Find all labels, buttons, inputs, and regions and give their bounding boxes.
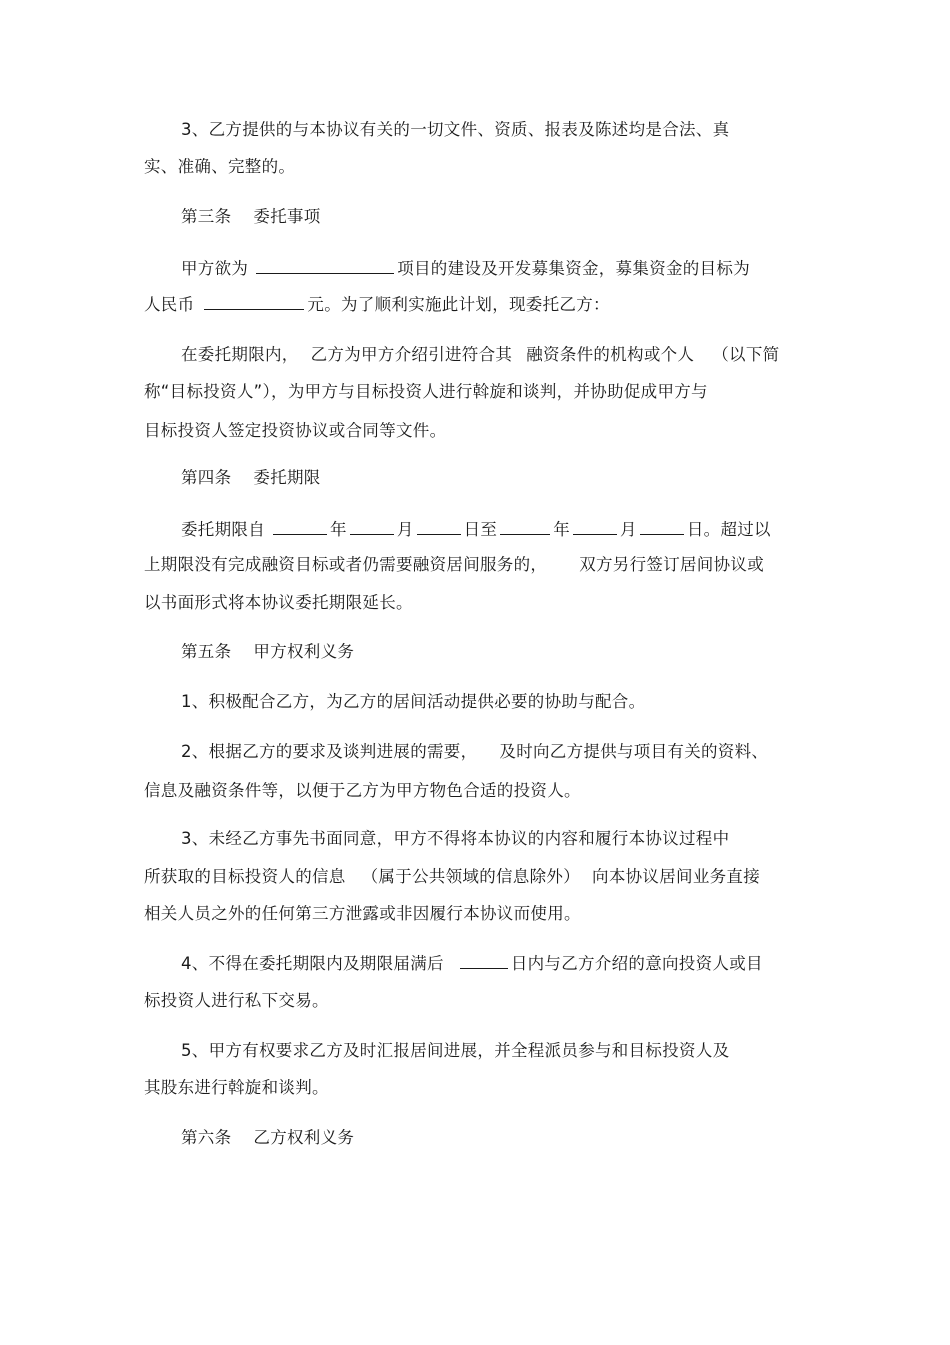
clause-3-item-line-2	[144, 156, 295, 178]
text: （属于公共领域的信息除外）	[361, 867, 581, 886]
text: 5、甲方有权要求乙方及时汇报居间进展，并全程派员参与和目标投资人及	[181, 1041, 730, 1060]
article-3-para-2-line-2	[144, 381, 708, 403]
article-title: 委托事项	[253, 207, 321, 226]
text: 双方另行签订居间协议或	[579, 555, 765, 574]
end-month-blank[interactable]	[573, 518, 617, 535]
text: （以下简	[712, 345, 780, 364]
article-number: 第六条	[181, 1128, 232, 1147]
article-5-item-2-line-2	[144, 780, 581, 802]
clause-3-item-line-1	[181, 119, 729, 141]
text: 元。为了顺利实施此计划，现委托乙方：	[307, 295, 610, 314]
start-day-blank[interactable]	[417, 518, 461, 535]
text: 日至	[463, 520, 498, 539]
start-year-blank[interactable]	[273, 518, 327, 535]
text: 称“目标投资人”），为甲方与目标投资人进行斡旋和谈判，并协助促成甲方与	[144, 382, 708, 401]
article-5-item-4-line-1	[181, 952, 763, 974]
article-5-heading	[181, 641, 354, 663]
text: 项目的建设及开发募集资金，募集资金的目标为	[397, 259, 751, 278]
text: 甲方欲为	[181, 259, 249, 278]
end-year-blank[interactable]	[500, 518, 550, 535]
article-4-line-2	[144, 554, 764, 576]
article-5-item-3-line-1	[181, 828, 729, 850]
text: 月	[620, 520, 637, 539]
text: 日。超过以	[686, 520, 771, 539]
article-5-item-1	[181, 691, 645, 713]
text: 信息及融资条件等，以便于乙方为甲方物色合适的投资人。	[144, 781, 581, 800]
article-5-item-5-line-1	[181, 1040, 729, 1062]
text: 上期限没有完成融资目标或者仍需要融资居间服务的，	[144, 555, 548, 574]
text: 相关人员之外的任何第三方泄露或非因履行本协议而使用。	[144, 904, 581, 923]
text: 年	[553, 520, 571, 539]
article-4-line-1	[181, 518, 771, 540]
article-5-item-3-line-2	[144, 866, 760, 888]
text: 其股东进行斡旋和谈判。	[144, 1078, 329, 1097]
text: 及时向乙方提供与项目有关的资料、	[499, 742, 769, 761]
article-5-item-3-line-3	[144, 903, 581, 925]
article-number: 第三条	[181, 207, 232, 226]
article-5-item-2-line-1	[181, 741, 768, 763]
article-5-item-5-line-2	[144, 1077, 329, 1099]
text: 融资条件的机构或个人	[526, 345, 695, 364]
text: 3、乙方提供的与本协议有关的一切文件、资质、报表及陈述均是合法、真	[181, 120, 730, 139]
text: 日内与乙方介绍的意向投资人或目	[510, 954, 763, 973]
text: 1、积极配合乙方，为乙方的居间活动提供必要的协助与配合。	[181, 692, 646, 711]
text: 标投资人进行私下交易。	[144, 991, 329, 1010]
text: 以书面形式将本协议委托期限延长。	[144, 593, 413, 612]
project-name-blank[interactable]	[256, 257, 394, 274]
article-3-para-1-line-1	[181, 257, 750, 279]
article-number: 第四条	[181, 468, 232, 487]
article-4-line-3	[144, 592, 413, 614]
start-month-blank[interactable]	[350, 518, 394, 535]
article-number: 第五条	[181, 642, 232, 661]
text: 所获取的目标投资人的信息	[144, 867, 346, 886]
article-3-para-2-line-1	[181, 344, 779, 366]
article-3-para-1-line-2	[144, 293, 610, 315]
text: 2、根据乙方的要求及谈判进展的需要，	[181, 742, 478, 761]
text: 年	[330, 520, 347, 539]
article-6-heading	[181, 1127, 354, 1149]
article-title: 委托期限	[253, 468, 321, 487]
text: 目标投资人签定投资协议或合同等文件。	[144, 421, 447, 440]
text: 人民币	[144, 295, 195, 314]
text: 乙方为甲方介绍引进符合其	[310, 345, 513, 364]
article-3-para-2-line-3	[144, 420, 446, 442]
text: 向本协议居间业务直接	[592, 867, 761, 886]
end-day-blank[interactable]	[640, 518, 684, 535]
text: 月	[396, 520, 414, 539]
days-blank[interactable]	[460, 952, 508, 969]
text: 4、不得在委托期限内及期限届满后	[181, 954, 444, 973]
article-5-item-4-line-2	[144, 990, 329, 1012]
article-title: 乙方权利义务	[253, 1128, 355, 1147]
text: 委托期限自	[181, 520, 265, 539]
text: 3、未经乙方事先书面同意，甲方不得将本协议的内容和履行本协议过程中	[181, 829, 730, 848]
article-4-heading	[181, 467, 321, 489]
text: 实、准确、完整的。	[144, 157, 296, 176]
article-title: 甲方权利义务	[253, 642, 355, 661]
amount-blank[interactable]	[204, 293, 304, 310]
article-3-heading	[181, 206, 321, 228]
text: 在委托期限内，	[181, 345, 299, 364]
